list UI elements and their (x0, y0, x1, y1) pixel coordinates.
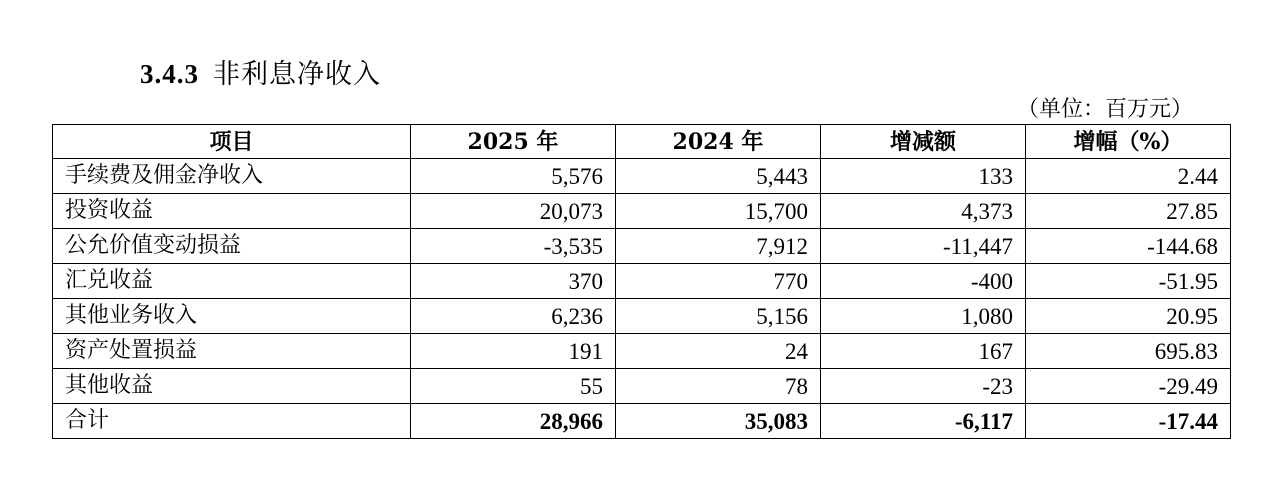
section-heading (140, 52, 381, 91)
row-change: -11,447 (821, 229, 1026, 264)
total-item: 合计 (53, 404, 411, 439)
row-2025: 370 (411, 264, 616, 299)
row-pct: -29.49 (1026, 369, 1231, 404)
table-row (53, 194, 1231, 229)
table-row (53, 229, 1231, 264)
row-item: 其他收益 (53, 369, 411, 404)
table-header-row (53, 125, 1231, 159)
table-row (53, 369, 1231, 404)
row-2024: 24 (616, 334, 821, 369)
row-2025: 6,236 (411, 299, 616, 334)
row-change: 167 (821, 334, 1026, 369)
row-item: 公允价值变动损益 (53, 229, 411, 264)
unit-note: （单位：百万元） (1016, 97, 1193, 122)
total-pct: -17.44 (1026, 404, 1231, 439)
column-header-item: 项目 (53, 125, 411, 159)
total-2025: 28,966 (411, 404, 616, 439)
row-pct: -51.95 (1026, 264, 1231, 299)
row-pct: 20.95 (1026, 299, 1231, 334)
table-row (53, 299, 1231, 334)
column-header-2025: 2025 年 (411, 125, 616, 159)
table-row (53, 334, 1231, 369)
row-2024: 15,700 (616, 194, 821, 229)
total-change: -6,117 (821, 404, 1026, 439)
row-2024: 5,156 (616, 299, 821, 334)
row-pct: 695.83 (1026, 334, 1231, 369)
row-2025: 5,576 (411, 159, 616, 194)
row-2024: 770 (616, 264, 821, 299)
table-row (53, 264, 1231, 299)
row-change: 133 (821, 159, 1026, 194)
section-number: 3.4.3 (140, 59, 199, 89)
total-2024: 35,083 (616, 404, 821, 439)
row-item: 资产处置损益 (53, 334, 411, 369)
row-item: 投资收益 (53, 194, 411, 229)
row-pct: 2.44 (1026, 159, 1231, 194)
row-2025: 191 (411, 334, 616, 369)
section-title: 非利息净收入 (213, 59, 381, 90)
row-2024: 5,443 (616, 159, 821, 194)
column-header-change: 增减额 (821, 125, 1026, 159)
total-row (53, 404, 1231, 439)
row-item: 汇兑收益 (53, 264, 411, 299)
row-2025: 55 (411, 369, 616, 404)
non-interest-income-table (52, 124, 1231, 439)
table-row (53, 159, 1231, 194)
row-pct: -144.68 (1026, 229, 1231, 264)
row-change: 4,373 (821, 194, 1026, 229)
row-change: -400 (821, 264, 1026, 299)
column-header-2024: 2024 年 (616, 125, 821, 159)
row-change: 1,080 (821, 299, 1026, 334)
row-item: 其他业务收入 (53, 299, 411, 334)
row-2024: 78 (616, 369, 821, 404)
row-2025: 20,073 (411, 194, 616, 229)
row-change: -23 (821, 369, 1026, 404)
row-item: 手续费及佣金净收入 (53, 159, 411, 194)
column-header-pct: 增幅（%） (1026, 125, 1231, 159)
row-2024: 7,912 (616, 229, 821, 264)
row-2025: -3,535 (411, 229, 616, 264)
row-pct: 27.85 (1026, 194, 1231, 229)
